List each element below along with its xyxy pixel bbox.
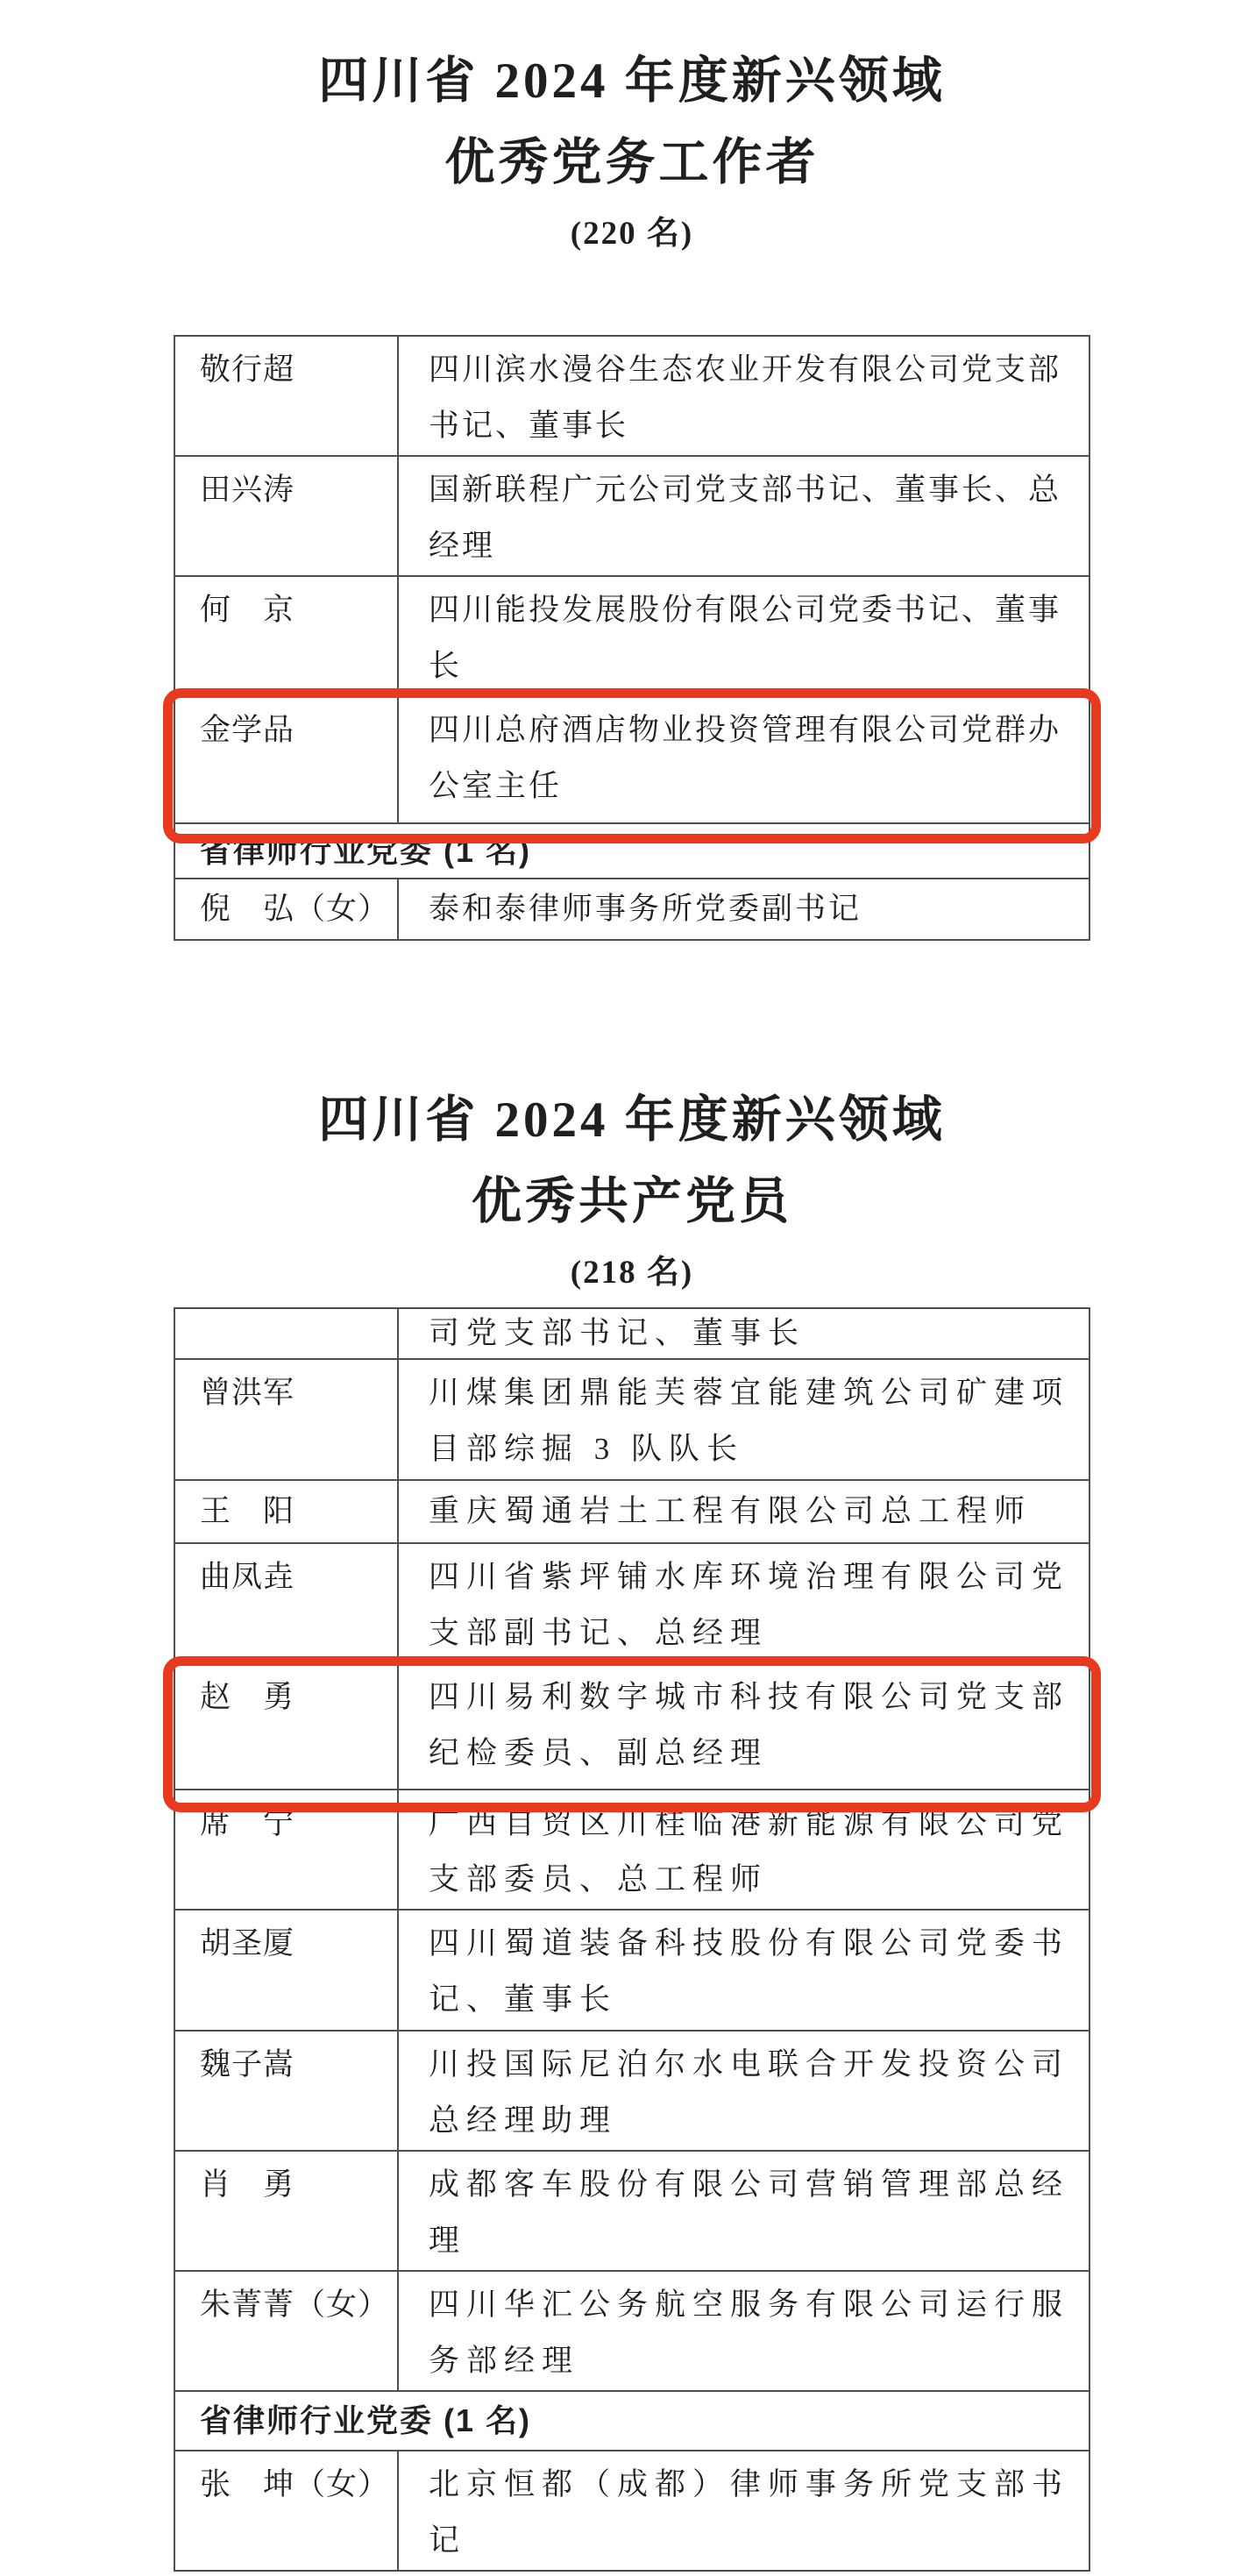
- table-row: [174, 1480, 1089, 1543]
- name-cell: 张 坤（女）: [174, 2451, 398, 2571]
- table-row: [174, 2151, 1089, 2271]
- position-cell: 成都客车股份有限公司营销管理部总经理: [398, 2151, 1089, 2271]
- position-cell: 四川滨水漫谷生态农业开发有限公司党支部书记、董事长: [398, 336, 1089, 456]
- position-cell: 四川省紫坪铺水库环境治理有限公司党支部副书记、总经理: [398, 1543, 1089, 1663]
- content-column: [174, 0, 1090, 2572]
- name-cell: 朱菁菁（女）: [174, 2271, 398, 2391]
- table-row-partial: [174, 1308, 1089, 1359]
- position-cell: 广西自贸区川桂临港新能源有限公司党支部委员、总工程师: [398, 1790, 1089, 1910]
- count-label: (218 名): [570, 1255, 694, 1291]
- table-row: [174, 2271, 1089, 2391]
- name-cell: 曾洪军: [174, 1359, 398, 1480]
- position-cell: 四川华汇公务航空服务有限公司运行服务部经理: [398, 2271, 1089, 2391]
- table-row-highlighted: [174, 696, 1089, 823]
- name-cell: 金学品: [174, 696, 398, 823]
- name-cell: 王 阳: [174, 1480, 398, 1543]
- awards-table-2: [174, 1307, 1090, 2572]
- position-cell: 重庆蜀通岩土工程有限公司总工程师: [398, 1480, 1089, 1543]
- position-cell: 泰和泰律师事务所党委副书记: [398, 879, 1089, 940]
- awards-table-1-wrap: [174, 335, 1090, 941]
- position-cell: 川煤集团鼎能芙蓉宜能建筑公司矿建项目部综掘 3 队队长: [398, 1359, 1089, 1480]
- count-label: (220 名): [570, 216, 694, 252]
- table-row: [174, 1359, 1089, 1480]
- position-cell: 四川易利数字城市科技有限公司党支部纪检委员、副总经理: [398, 1663, 1089, 1790]
- name-cell: 肖 勇: [174, 2151, 398, 2271]
- table-row: [174, 336, 1089, 456]
- name-cell: 倪 弘（女）: [174, 879, 398, 940]
- table-row: [174, 1543, 1089, 1663]
- name-cell: 敬行超: [174, 336, 398, 456]
- name-cell: 赵 勇: [174, 1663, 398, 1790]
- name-cell: [174, 1308, 398, 1359]
- section-1-title: [174, 0, 1090, 254]
- position-cell: 四川蜀道装备科技股份有限公司党委书记、董事长: [398, 1910, 1089, 2031]
- section-header-row: [174, 2391, 1089, 2451]
- name-cell: 何 京: [174, 576, 398, 696]
- table-row: [174, 1910, 1089, 2031]
- position-cell: 四川能投发展股份有限公司党委书记、董事长: [398, 576, 1089, 696]
- title-line2: 优秀共产党员: [472, 1174, 792, 1229]
- section-header-row: [174, 823, 1089, 879]
- position-cell: 北京恒都（成都）律师事务所党支部书记: [398, 2451, 1089, 2571]
- section-header-cell: 省律师行业党委 (1 名): [174, 2391, 1089, 2451]
- title-line1: 四川省 2024 年度新兴领域: [318, 1092, 946, 1148]
- table-row: [174, 456, 1089, 576]
- name-cell: 田兴涛: [174, 456, 398, 576]
- table-row: [174, 2451, 1089, 2571]
- table-row: [174, 576, 1089, 696]
- table-row: [174, 1790, 1089, 1910]
- title-line1: 四川省 2024 年度新兴领域: [318, 53, 946, 109]
- table-row: [174, 2031, 1089, 2151]
- section-2-title: [174, 1079, 1090, 1293]
- awards-table-2-wrap: [174, 1307, 1090, 2572]
- table-row-highlighted: [174, 1663, 1089, 1790]
- position-cell: 国新联程广元公司党支部书记、董事长、总经理: [398, 456, 1089, 576]
- name-cell: 席 宁: [174, 1790, 398, 1910]
- name-cell: 曲凤垚: [174, 1543, 398, 1663]
- name-cell: 胡圣厦: [174, 1910, 398, 2031]
- position-cell: 四川总府酒店物业投资管理有限公司党群办公室主任: [398, 696, 1089, 823]
- position-cell: 川投国际尼泊尔水电联合开发投资公司总经理助理: [398, 2031, 1089, 2151]
- name-cell: 魏子嵩: [174, 2031, 398, 2151]
- title-line2: 优秀党务工作者: [444, 135, 820, 190]
- awards-table-1: [174, 335, 1090, 941]
- section-header-cell: 省律师行业党委 (1 名): [174, 823, 1089, 879]
- position-cell: 司党支部书记、董事长: [398, 1308, 1089, 1359]
- table-row: [174, 879, 1089, 940]
